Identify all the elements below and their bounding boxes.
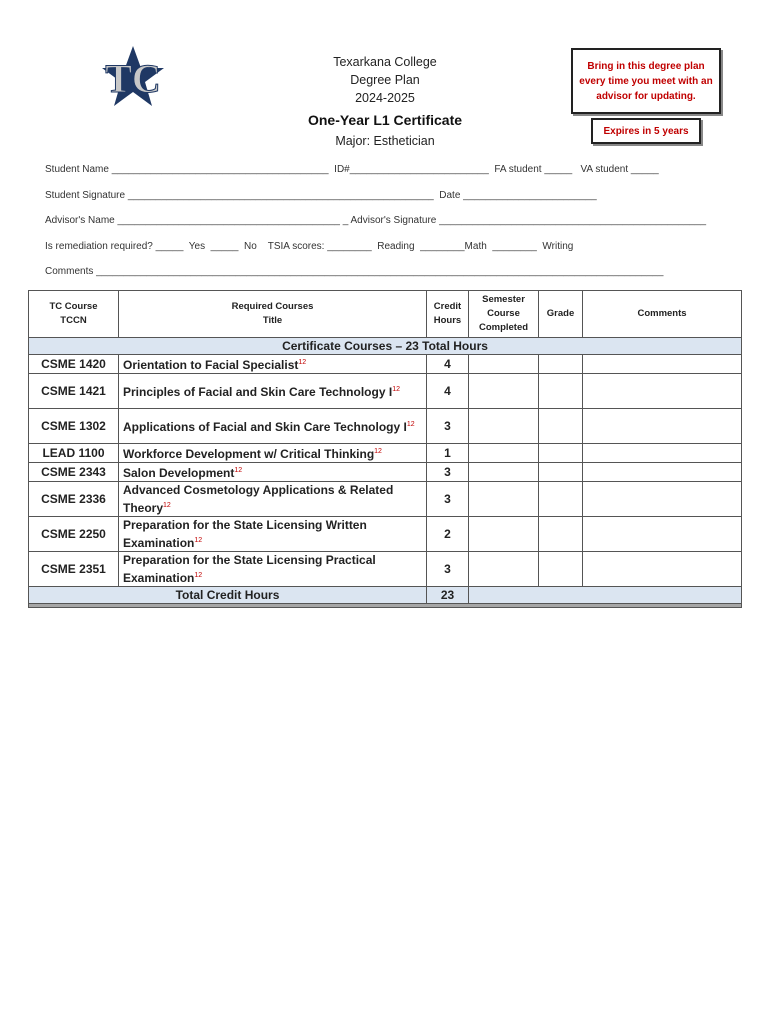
footnote-marker: 12: [234, 467, 243, 474]
header-grade: Grade: [539, 291, 583, 338]
course-hours: 4: [427, 355, 469, 374]
footnote-marker: 12: [163, 502, 171, 509]
table-footer-bar: [29, 604, 742, 608]
course-code: CSME 1302: [29, 409, 119, 444]
expires-box: [591, 118, 701, 144]
comments-cell[interactable]: [583, 409, 742, 444]
course-title: Orientation to Facial Specialist$^{12}$: [119, 355, 427, 374]
academic-year: 2024-2025: [355, 91, 415, 105]
course-code: CSME 1420: [29, 355, 119, 374]
comments-cell[interactable]: [583, 552, 742, 587]
header-tc-course: TC Course TCCN: [29, 291, 119, 338]
course-title: Salon Development$^{12}$: [119, 463, 427, 482]
table-row: [29, 355, 742, 374]
course-hours: 4: [427, 374, 469, 409]
comments-cell[interactable]: [583, 463, 742, 482]
total-value: 23: [427, 587, 469, 604]
semester-completed-cell[interactable]: [469, 463, 539, 482]
header-credit-hours: Credit Hours: [427, 291, 469, 338]
comments-cell[interactable]: [583, 444, 742, 463]
header-comments: Comments: [583, 291, 742, 338]
table-row: [29, 552, 742, 587]
course-title: Preparation for the State Licensing Practical Examination$^{12}$: [119, 552, 427, 587]
footnote-marker: 12: [406, 421, 415, 428]
footnote-marker: 12: [298, 359, 307, 366]
comments-cell[interactable]: [583, 482, 742, 517]
grade-cell[interactable]: [539, 517, 583, 552]
course-hours: 3: [427, 409, 469, 444]
grade-cell[interactable]: [539, 409, 583, 444]
semester-completed-cell[interactable]: [469, 517, 539, 552]
header-semester-completed: Semester Course Completed: [469, 291, 539, 338]
course-hours: 3: [427, 482, 469, 517]
table-row: [29, 409, 742, 444]
total-filler: [469, 587, 742, 604]
grade-cell[interactable]: [539, 374, 583, 409]
grade-cell[interactable]: [539, 444, 583, 463]
table-row: [29, 374, 742, 409]
advisor-notice-text: Bring in this degree plan every time you meet with an advisor for updating.: [579, 60, 713, 102]
footnote-marker: 12: [194, 537, 203, 544]
tc-star-logo: [100, 44, 166, 110]
table-row: [29, 444, 742, 463]
course-table: [28, 290, 742, 608]
comments-cell[interactable]: [583, 517, 742, 552]
semester-completed-cell[interactable]: [469, 374, 539, 409]
comments-cell[interactable]: [583, 355, 742, 374]
grade-cell[interactable]: [539, 355, 583, 374]
table-row: [29, 482, 742, 517]
course-code: CSME 2343: [29, 463, 119, 482]
student-info-line[interactable]: Student Name _______________________________________ ID#_________________________ FA student _____ VA student _____: [45, 164, 659, 175]
expires-text: Expires in 5 years: [603, 125, 689, 137]
footnote-marker: 12: [392, 386, 400, 393]
semester-completed-cell[interactable]: [469, 409, 539, 444]
course-code: CSME 2351: [29, 552, 119, 587]
certificate-title: One-Year L1 Certificate: [307, 112, 463, 128]
course-title: Applications of Facial and Skin Care Technology $I^{12}$: [119, 409, 427, 444]
footnote-marker: 12: [374, 448, 382, 455]
course-code: CSME 2250: [29, 517, 119, 552]
course-title: Advanced Cosmetology Applications & Related Theory$^{12}$: [119, 482, 427, 517]
comments-cell[interactable]: [583, 374, 742, 409]
grade-cell[interactable]: [539, 552, 583, 587]
course-title: Workforce Development w/ Critical Thinking$^{12}$: [119, 444, 427, 463]
logo-text: TC: [105, 56, 161, 101]
semester-completed-cell[interactable]: [469, 355, 539, 374]
table-row: [29, 463, 742, 482]
document-header: [280, 53, 490, 150]
grade-cell[interactable]: [539, 482, 583, 517]
course-hours: 1: [427, 444, 469, 463]
advisor-notice-box: [571, 48, 721, 114]
total-label: Total Credit Hours: [29, 587, 427, 604]
college-name: Texarkana College: [333, 55, 437, 69]
course-title: Preparation for the State Licensing Written Examination$^{12}$: [119, 517, 427, 552]
major-label: Major: Esthetician: [335, 134, 435, 148]
advisor-line[interactable]: Advisor's Name ________________________________________ _ Advisor's Signature ________________________________________________: [45, 215, 707, 226]
course-hours: 3: [427, 552, 469, 587]
section-heading: Certificate Courses – 23 Total Hours: [29, 338, 742, 355]
header-required-courses: Required Courses Title: [119, 291, 427, 338]
comments-line[interactable]: Comments ______________________________________________________________________________________________________: [45, 266, 664, 277]
semester-completed-cell[interactable]: [469, 444, 539, 463]
remediation-line[interactable]: Is remediation required? _____ Yes _____ No TSIA scores: ________ Reading ________Math ________ Writing: [45, 241, 574, 252]
doc-type: Degree Plan: [350, 73, 420, 87]
table-row: [29, 517, 742, 552]
course-title: Principles of Facial and Skin Care Technology $I^{12}$: [119, 374, 427, 409]
student-signature-line[interactable]: Student Signature _______________________________________________________ Date ________________________: [45, 190, 597, 201]
course-code: LEAD 1100: [29, 444, 119, 463]
semester-completed-cell[interactable]: [469, 552, 539, 587]
course-hours: 2: [427, 517, 469, 552]
grade-cell[interactable]: [539, 463, 583, 482]
course-code: CSME 2336: [29, 482, 119, 517]
semester-completed-cell[interactable]: [469, 482, 539, 517]
course-hours: 3: [427, 463, 469, 482]
course-code: CSME 1421: [29, 374, 119, 409]
footnote-marker: 12: [194, 572, 203, 579]
